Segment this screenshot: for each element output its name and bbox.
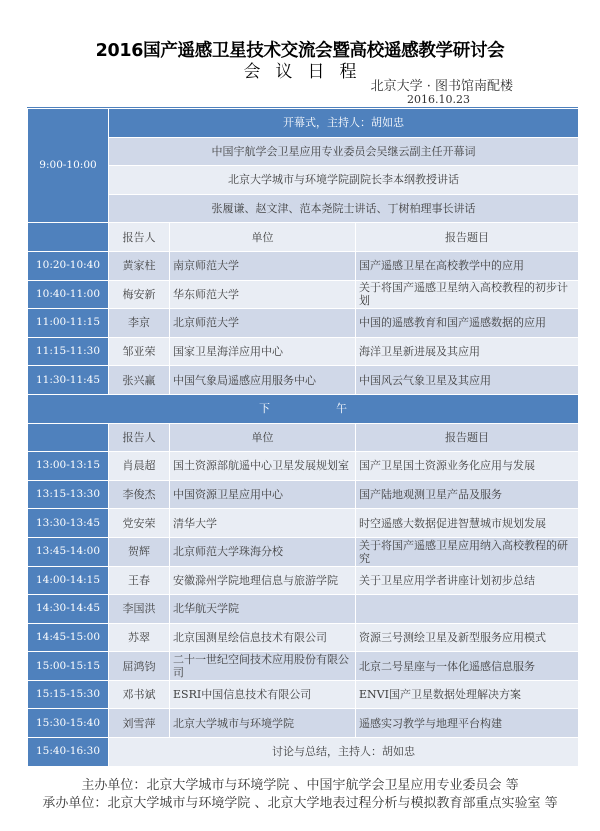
row-time: 15:30-15:40	[28, 709, 109, 738]
opening-header-row	[28, 109, 579, 138]
opening-title: 开幕式，主持人：胡如忠	[109, 109, 579, 138]
row-topic: 国产卫星国土资源业务化应用与发展	[356, 452, 579, 481]
row-speaker: 梅安新	[109, 280, 170, 309]
row-time: 13:15-13:30	[28, 480, 109, 509]
table-row	[28, 509, 579, 538]
row-unit: 国家卫星海洋应用中心	[170, 337, 356, 366]
row-speaker: 张兴赢	[109, 366, 170, 395]
opening-item-row	[28, 166, 579, 195]
schedule-table	[27, 108, 579, 767]
row-speaker: 李京	[109, 309, 170, 338]
row-time: 14:30-14:45	[28, 595, 109, 624]
table-row	[28, 309, 579, 338]
afternoon-label: 下 午	[28, 394, 579, 423]
closing-row	[28, 738, 579, 767]
row-speaker: 王春	[109, 566, 170, 595]
table-row	[28, 337, 579, 366]
row-speaker: 肖晨超	[109, 452, 170, 481]
table-row	[28, 452, 579, 481]
opening-item-row	[28, 137, 579, 166]
table-row	[28, 709, 579, 738]
row-unit: 安徽滁州学院地理信息与旅游学院	[170, 566, 356, 595]
row-topic: 遥感实习教学与地理平台构建	[356, 709, 579, 738]
row-topic: 关于将国产遥感卫星应用纳入高校教程的研究	[356, 537, 579, 566]
row-topic: 关于卫星应用学者讲座计划初步总结	[356, 566, 579, 595]
row-unit: 中国气象局遥感应用服务中心	[170, 366, 356, 395]
row-topic: 资源三号测绘卫星及新型服务应用模式	[356, 623, 579, 652]
row-time: 13:00-13:15	[28, 452, 109, 481]
column-speaker: 报告人	[109, 223, 170, 252]
row-speaker: 屈鸿钧	[109, 652, 170, 681]
row-unit: 中国资源卫星应用中心	[170, 480, 356, 509]
table-row	[28, 537, 579, 566]
table-row	[28, 623, 579, 652]
row-time: 11:30-11:45	[28, 366, 109, 395]
row-speaker: 党安荣	[109, 509, 170, 538]
row-speaker: 李国洪	[109, 595, 170, 624]
row-time: 11:15-11:30	[28, 337, 109, 366]
table-row	[28, 480, 579, 509]
row-time: 10:40-11:00	[28, 280, 109, 309]
column-speaker: 报告人	[109, 423, 170, 452]
time-header-cell	[28, 223, 109, 252]
row-speaker: 李俊杰	[109, 480, 170, 509]
row-time: 15:00-15:15	[28, 652, 109, 681]
table-row	[28, 366, 579, 395]
row-unit: 南京师范大学	[170, 251, 356, 280]
table-row	[28, 595, 579, 624]
row-speaker: 邹亚荣	[109, 337, 170, 366]
row-speaker: 邓书斌	[109, 680, 170, 709]
organizers: 主办单位：北京大学城市与环境学院 、中国宇航学会卫星应用专业委员会 等	[81, 778, 519, 793]
row-unit: 华东师范大学	[170, 280, 356, 309]
row-unit: 北京国测星绘信息技术有限公司	[170, 623, 356, 652]
closing-time: 15:40-16:30	[28, 738, 109, 767]
row-time: 14:45-15:00	[28, 623, 109, 652]
page-title: 2016国产遥感卫星技术交流会暨高校遥感教学研讨会	[95, 41, 505, 61]
event-date: 2016.10.23	[407, 93, 470, 106]
row-unit: 北京师范大学	[170, 309, 356, 338]
row-unit: 北京大学城市与环境学院	[170, 709, 356, 738]
row-unit: 北京师范大学珠海分校	[170, 537, 356, 566]
row-speaker: 苏翠	[109, 623, 170, 652]
row-time: 15:15-15:30	[28, 680, 109, 709]
row-topic: 关于将国产遥感卫星纳入高校教程的初步计划	[356, 280, 579, 309]
table-row	[28, 566, 579, 595]
afternoon-banner-row	[28, 394, 579, 423]
opening-item: 张履谦、赵文津、范本尧院士讲话、丁树柏理事长讲话	[109, 194, 579, 223]
row-topic: ENVI国产卫星数据处理解决方案	[356, 680, 579, 709]
row-unit: 二十一世纪空间技术应用股份有限公司	[170, 652, 356, 681]
row-unit: ESRI中国信息技术有限公司	[170, 680, 356, 709]
row-unit: 北华航天学院	[170, 595, 356, 624]
row-unit: 国土资源部航遥中心卫星发展规划室	[170, 452, 356, 481]
column-topic: 报告题目	[356, 423, 579, 452]
row-speaker: 刘雪萍	[109, 709, 170, 738]
row-topic	[356, 595, 579, 624]
column-unit: 单位	[170, 223, 356, 252]
table-row	[28, 251, 579, 280]
table-row	[28, 280, 579, 309]
closing-title: 讨论与总结，主持人：胡如忠	[109, 738, 579, 767]
row-topic: 国产遥感卫星在高校教学中的应用	[356, 251, 579, 280]
afternoon-column-header	[28, 423, 579, 452]
co-organizers: 承办单位：北京大学城市与环境学院 、北京大学地表过程分析与模拟教育部重点实验室 等	[42, 796, 558, 811]
opening-item-row	[28, 194, 579, 223]
row-time: 13:30-13:45	[28, 509, 109, 538]
table-row	[28, 680, 579, 709]
opening-time: 9:00-10:00	[28, 109, 109, 223]
opening-item: 北京大学城市与环境学院副院长李本纲教授讲话	[109, 166, 579, 195]
time-header-cell	[28, 423, 109, 452]
row-speaker: 贺辉	[109, 537, 170, 566]
row-time: 13:45-14:00	[28, 537, 109, 566]
row-topic: 北京二号星座与一体化遥感信息服务	[356, 652, 579, 681]
opening-item: 中国宇航学会卫星应用专业委员会吴继云副主任开幕词	[109, 137, 579, 166]
column-topic: 报告题目	[356, 223, 579, 252]
row-time: 14:00-14:15	[28, 566, 109, 595]
row-topic: 海洋卫星新进展及其应用	[356, 337, 579, 366]
row-topic: 中国风云气象卫星及其应用	[356, 366, 579, 395]
morning-column-header	[28, 223, 579, 252]
row-speaker: 黄家柱	[109, 251, 170, 280]
row-unit: 清华大学	[170, 509, 356, 538]
page-subtitle: 会议日程	[243, 62, 372, 82]
column-unit: 单位	[170, 423, 356, 452]
venue: 北京大学 · 图书馆南配楼	[370, 79, 513, 94]
row-topic: 时空遥感大数据促进智慧城市规划发展	[356, 509, 579, 538]
row-time: 10:20-10:40	[28, 251, 109, 280]
row-topic: 中国的遥感教育和国产遥感数据的应用	[356, 309, 579, 338]
row-topic: 国产陆地观测卫星产品及服务	[356, 480, 579, 509]
row-time: 11:00-11:15	[28, 309, 109, 338]
table-row	[28, 652, 579, 681]
